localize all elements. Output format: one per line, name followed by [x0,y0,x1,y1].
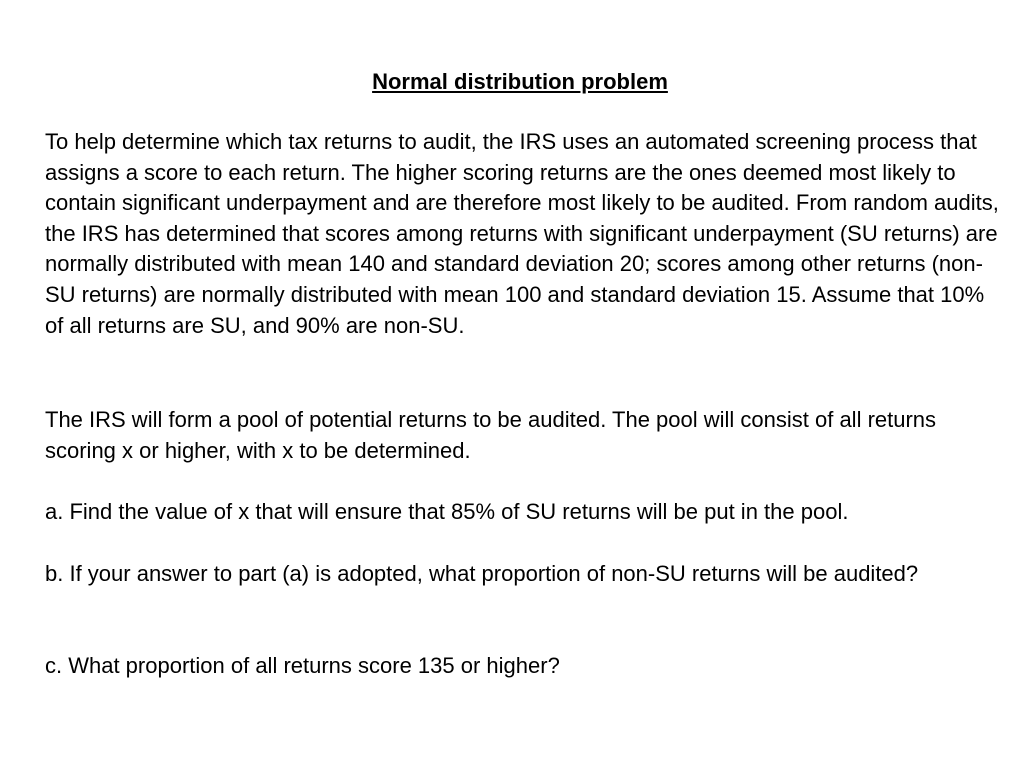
question-b: b. If your answer to part (a) is adopted, what proportion of non-SU returns will be audited? [45,561,919,586]
question-a: a. Find the value of x that will ensure that 85% of SU returns will be put in the pool. [45,499,849,524]
question-c: c. What proportion of all returns score 135 or higher? [45,653,560,678]
pool-description: The IRS will form a pool of potential returns to be audited. The pool will consist of all returns scoring x or higher, with x to be determined. [45,407,937,463]
slide-title: Normal distribution problem [372,69,668,94]
problem-description: To help determine which tax returns to audit, the IRS uses an automated screening process that assigns a score to each return. The higher scoring returns are the ones deemed most likely to contain significant underpayment and are therefore most likely to be audited. From random audits, the IRS has determined that scores among returns with significant underpayment (SU returns) are normally distributed with mean 140 and standard deviation 20; scores among other returns (non-SU returns) are normally distributed with mean 100 and standard deviation 15. Assume that 10% of all returns are SU, and 90% are non-SU. [45,129,999,338]
